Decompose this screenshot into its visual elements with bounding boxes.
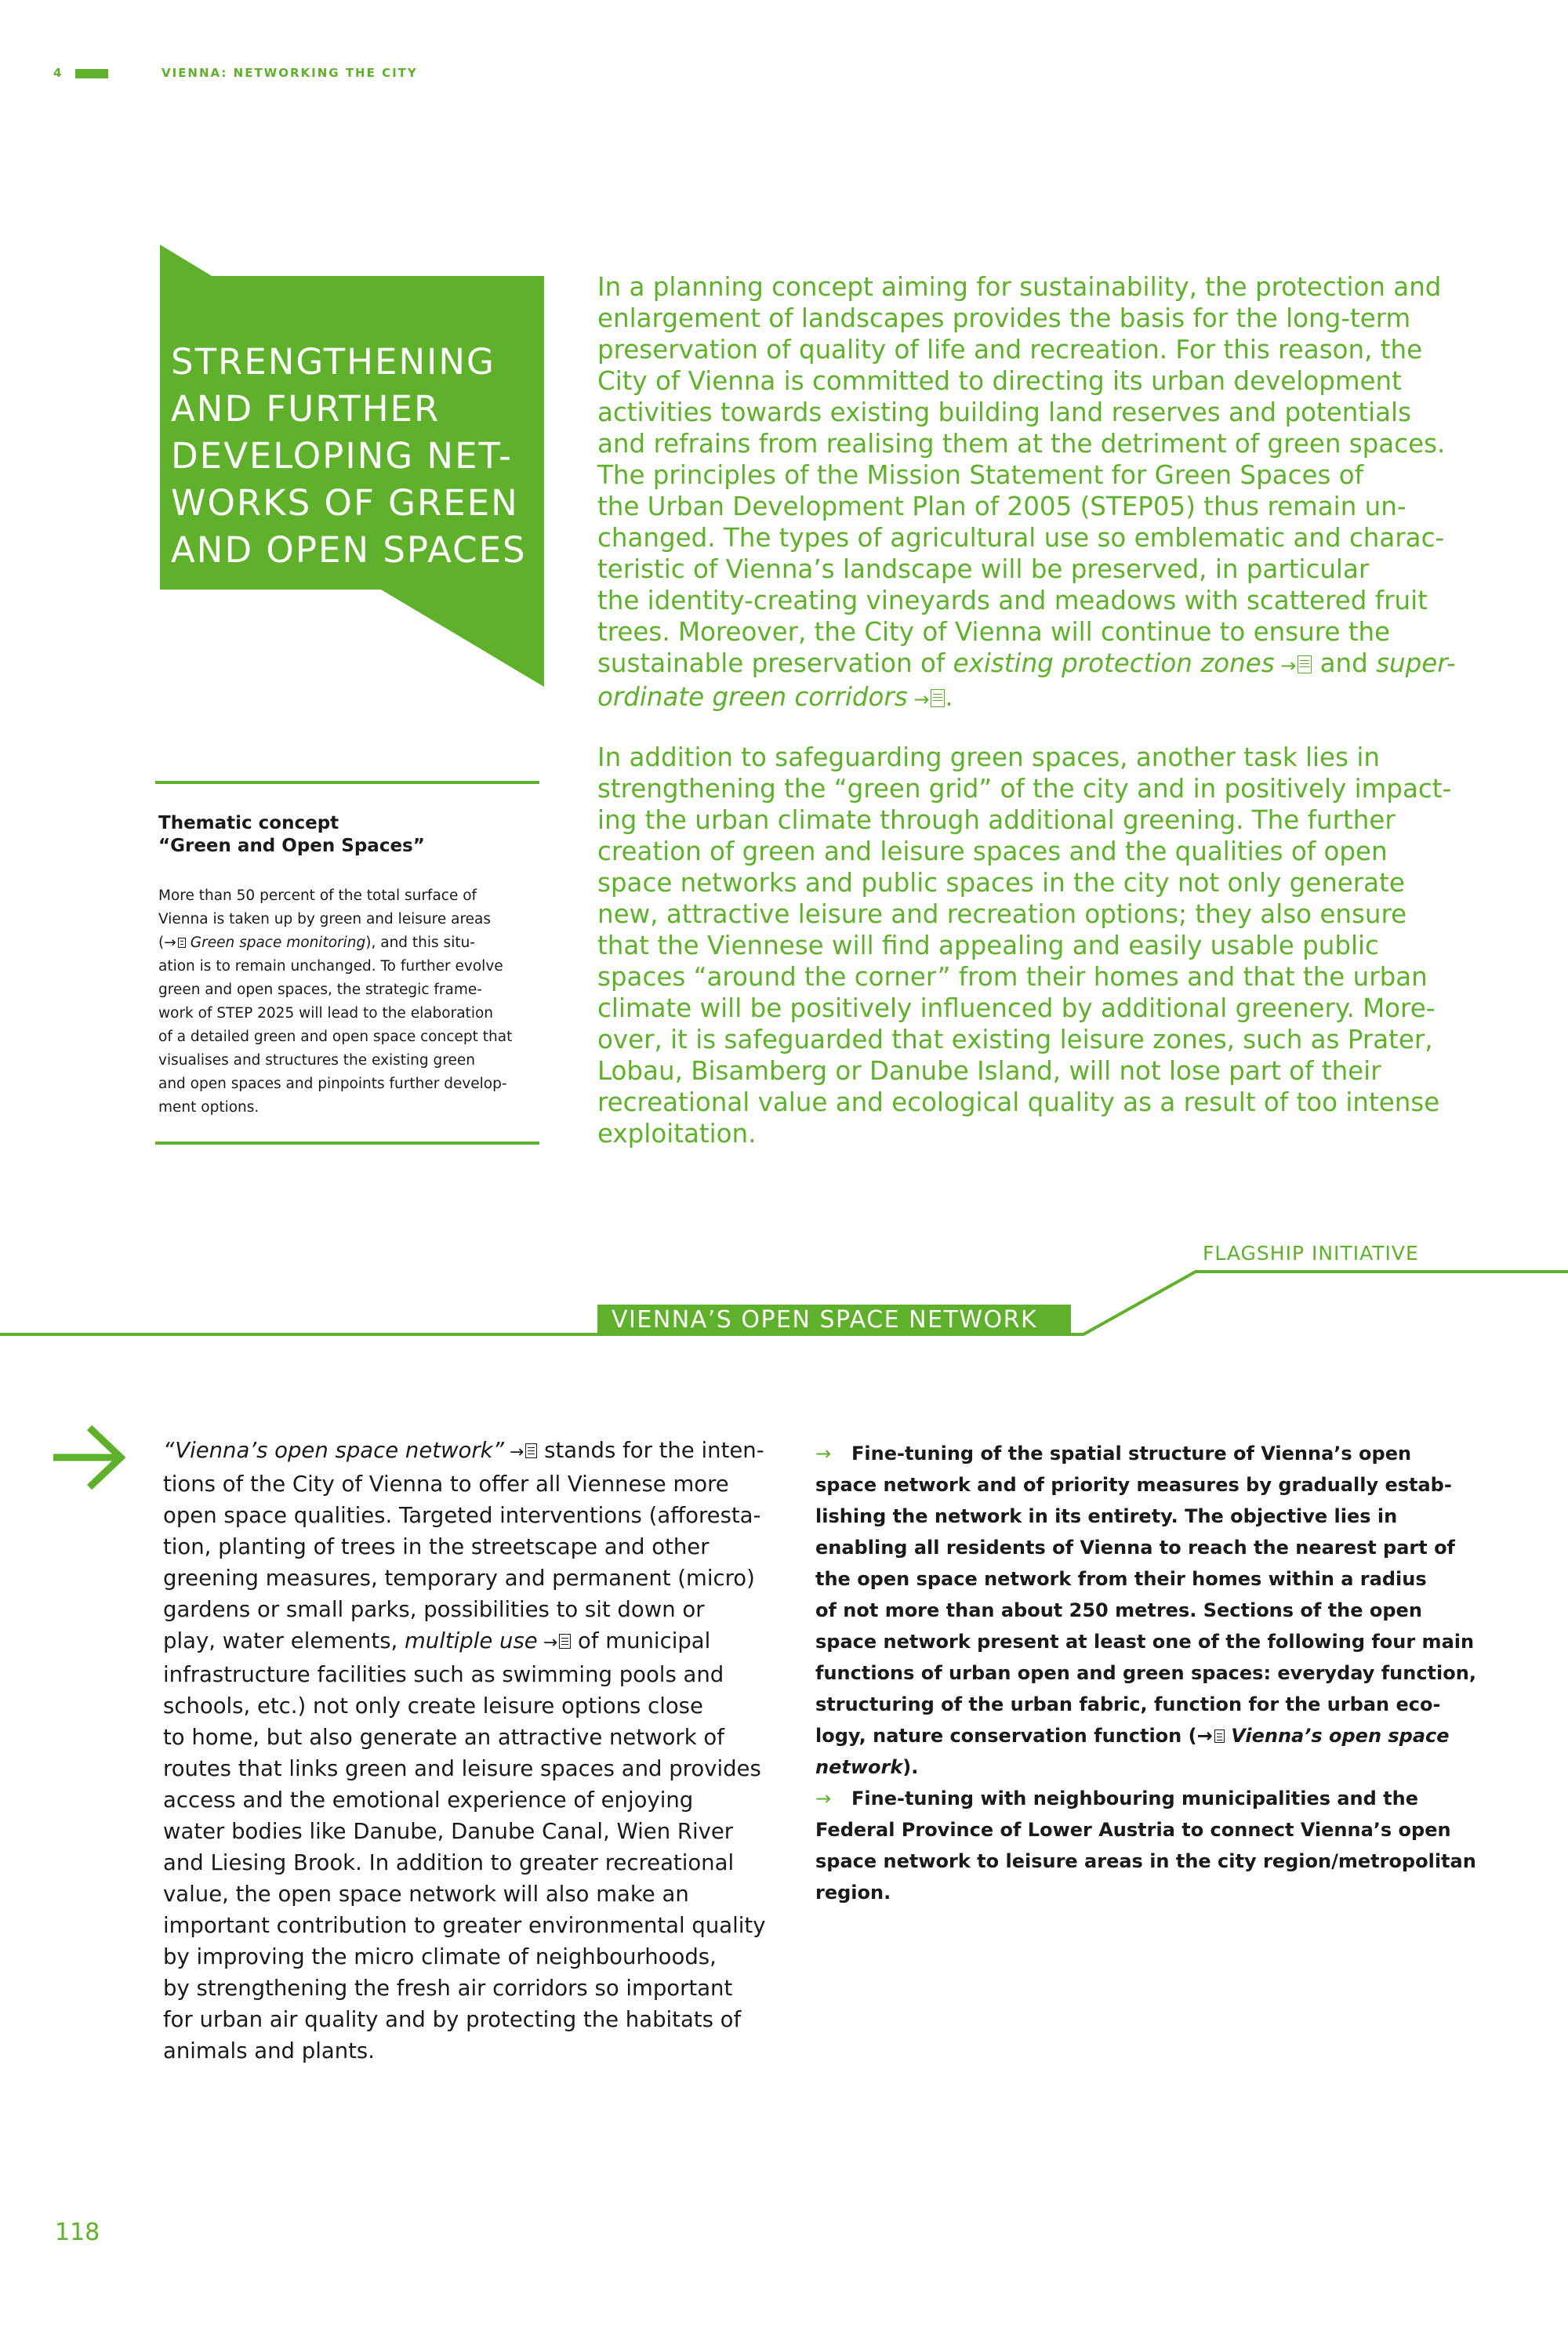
intro-paragraph-2 <box>597 742 1452 1149</box>
section-title-line: AND OPEN SPACES <box>171 529 527 571</box>
text-line: “Green and Open Spaces” <box>158 836 425 856</box>
text-segment: Fine-tuning with neighbouring municipalities and the <box>851 1788 1418 1809</box>
intro-paragraph-1 <box>597 271 1456 715</box>
text-line: that the Viennese will find appealing and easily usable public <box>597 931 1379 960</box>
list-reference-icon <box>525 1443 537 1458</box>
text-line: greening measures, temporary and permanent (micro) <box>163 1566 755 1591</box>
thematic-concept-title <box>158 812 425 858</box>
text-segment: and <box>1312 648 1377 678</box>
text-segment: of municipal <box>571 1628 711 1653</box>
reference-link-open-space-network-2[interactable]: Vienna’s open space <box>1231 1725 1450 1747</box>
text-line: exploitation. <box>597 1119 757 1149</box>
text-line: spaces “around the corner” from their homes and that the urban <box>597 962 1428 992</box>
text-line: access and the emotional experience of enjoying <box>163 1788 694 1813</box>
sidebar-rule-top <box>155 781 539 784</box>
text-line: the Urban Development Plan of 2005 (STEP05) thus remain un- <box>597 492 1406 521</box>
reference-arrow-icon: → <box>907 688 930 710</box>
text-line <box>158 931 512 955</box>
flagship-description <box>163 1435 765 2067</box>
text-line: trees. Moreover, the City of Vienna will continue to ensure the <box>597 617 1391 647</box>
reference-arrow-icon: → <box>537 1633 558 1653</box>
text-line: lishing the network in its entirety. The objective lies in <box>815 1505 1398 1527</box>
text-line: schools, etc.) not only create leisure options close <box>163 1693 703 1719</box>
text-line: for urban air quality and by protecting the habitats of <box>163 2007 742 2032</box>
text-line: City of Vienna is committed to directing its urban development <box>597 366 1402 396</box>
list-reference-icon <box>1214 1730 1225 1743</box>
text-line: value, the open space network will also make an <box>163 1882 689 1907</box>
text-segment: sustainable preservation of <box>597 648 953 678</box>
text-segment: logy, nature conservation function (→ <box>815 1725 1213 1747</box>
text-line: infrastructure facilities such as swimming pools and <box>163 1662 724 1687</box>
sidebar-rule-bottom <box>155 1142 539 1145</box>
text-line: The principles of the Mission Statement for Green Spaces of <box>597 460 1364 490</box>
text-line: routes that links green and leisure spaces and provides <box>163 1756 761 1781</box>
text-line: creation of green and leisure spaces and the qualities of open <box>597 837 1388 866</box>
flagship-title: VIENNA’S OPEN SPACE NETWORK <box>612 1306 1038 1334</box>
text-line: of not more than about 250 metres. Sections of the open <box>815 1599 1422 1621</box>
text-line: Thematic concept <box>158 813 339 833</box>
text-line: structuring of the urban fabric, function for the urban eco- <box>815 1693 1441 1715</box>
text-line: Lobau, Bisamberg or Danube Island, will not lose part of their <box>597 1056 1381 1086</box>
section-title-line: AND FURTHER <box>171 388 441 430</box>
flagship-measures-list <box>815 1438 1476 1908</box>
text-line: gardens or small parks, possibilities to sit down or <box>163 1597 705 1622</box>
text-line: strengthening the “green grid” of the city and in positively impact- <box>597 774 1452 804</box>
text-line: important contribution to greater environmental quality <box>163 1913 766 1938</box>
list-reference-icon <box>1298 655 1312 673</box>
list-reference-icon <box>178 938 186 948</box>
text-line: In addition to safeguarding green spaces, another task lies in <box>597 742 1380 772</box>
text-line: region. <box>815 1882 891 1904</box>
text-line: changed. The types of agricultural use so emblematic and charac- <box>597 523 1445 553</box>
reference-link-open-space-network[interactable]: “Vienna’s open space network” <box>163 1438 504 1463</box>
text-line: recreational value and ecological quality as a result of too intense <box>597 1087 1440 1117</box>
text-line <box>815 1720 1476 1751</box>
text-line: the identity-creating vineyards and meadows with scattered fruit <box>597 586 1428 615</box>
text-line: the open space network from their homes within a radius <box>815 1568 1427 1590</box>
text-segment: (→ <box>158 935 176 951</box>
chapter-marker-bar <box>75 69 108 78</box>
text-line: open space qualities. Targeted interventions (afforesta- <box>163 1503 761 1528</box>
reference-link-open-space-network-2-cont[interactable]: network <box>815 1756 903 1778</box>
bullet-arrow-icon: → <box>815 1788 832 1809</box>
section-title <box>171 339 539 574</box>
thematic-concept-text <box>158 884 512 1120</box>
text-line: of a detailed green and open space concept that <box>158 1029 513 1045</box>
text-line <box>597 648 1456 681</box>
text-line: to home, but also generate an attractive network of <box>163 1725 724 1750</box>
text-line: by strengthening the fresh air corridors so important <box>163 1976 733 2001</box>
page-number: 118 <box>55 2219 100 2246</box>
text-line: space network to leisure areas in the city region/metropolitan <box>815 1850 1476 1872</box>
big-arrow-icon <box>50 1423 129 1494</box>
text-line: by improving the micro climate of neighbourhoods, <box>163 1944 717 1969</box>
text-line: activities towards existing building land reserves and potentials <box>597 397 1412 427</box>
text-line: ation is to remain unchanged. To further evolve <box>158 958 503 975</box>
text-line: water bodies like Danube, Danube Canal, Wien River <box>163 1819 734 1844</box>
text-line: Vienna is taken up by green and leisure areas <box>158 911 492 927</box>
text-line: functions of urban open and green spaces: everyday function, <box>815 1662 1476 1684</box>
text-line: climate will be positively influenced by additional greenery. More- <box>597 993 1436 1023</box>
text-line: space networks and public spaces in the city not only generate <box>597 868 1405 898</box>
list-reference-icon <box>559 1634 571 1649</box>
text-line: space network present at least one of the following four main <box>815 1631 1475 1653</box>
bullet-arrow-icon: → <box>815 1443 832 1465</box>
chapter-title: VIENNA: NETWORKING THE CITY <box>162 66 418 80</box>
reference-link-green-space-monitoring[interactable]: Green space monitoring <box>190 935 366 951</box>
text-line: and open spaces and pinpoints further develop- <box>158 1076 507 1092</box>
text-line <box>163 1625 765 1659</box>
text-line: ing the urban climate through additional greening. The further <box>597 805 1396 835</box>
text-line: preservation of quality of life and recreation. For this reason, the <box>597 335 1423 365</box>
text-line: and Liesing Brook. In addition to greater recreational <box>163 1850 735 1875</box>
flagship-label: FLAGSHIP INITIATIVE <box>1203 1242 1419 1265</box>
chapter-number: 4 <box>53 66 62 80</box>
reference-arrow-icon: → <box>1274 655 1297 677</box>
text-segment: ), and this situ- <box>365 935 475 951</box>
list-item <box>815 1438 1476 1469</box>
section-title-line: DEVELOPING NET- <box>171 435 514 477</box>
reference-link-multiple-use[interactable]: multiple use <box>405 1628 538 1653</box>
text-line <box>815 1751 1476 1783</box>
text-line: work of STEP 2025 will lead to the elaboration <box>158 1005 493 1022</box>
list-item <box>815 1783 1476 1814</box>
text-line: animals and plants. <box>163 2038 375 2063</box>
reference-link-green-corridors-cont[interactable]: ordinate green corridors <box>597 682 908 712</box>
text-line: space network and of priority measures by gradually estab- <box>815 1474 1452 1496</box>
text-line: teristic of Vienna’s landscape will be preserved, in particular <box>597 554 1370 584</box>
text-segment: play, water elements, <box>163 1628 405 1653</box>
text-line: Federal Province of Lower Austria to connect Vienna’s open <box>815 1819 1451 1841</box>
text-line: enabling all residents of Vienna to reach the nearest part of <box>815 1537 1455 1559</box>
text-line <box>163 1435 765 1468</box>
text-line: visualises and structures the existing green <box>158 1052 475 1069</box>
list-reference-icon <box>931 689 945 707</box>
section-title-line: STRENGTHENING <box>171 341 495 383</box>
text-line: More than 50 percent of the total surface of <box>158 887 477 904</box>
text-segment: . <box>945 682 953 712</box>
text-line: tions of the City of Vienna to offer all Viennese more <box>163 1472 729 1497</box>
text-line: tion, planting of trees in the streetscape and other <box>163 1534 710 1559</box>
text-line: and refrains from realising them at the detriment of green spaces. <box>597 429 1446 459</box>
text-line: over, it is safeguarded that existing leisure zones, such as Prater, <box>597 1025 1433 1054</box>
text-line: new, attractive leisure and recreation options; they also ensure <box>597 899 1407 929</box>
reference-link-green-corridors[interactable]: super- <box>1376 648 1456 678</box>
text-line: ment options. <box>158 1099 260 1116</box>
text-line: green and open spaces, the strategic frame- <box>158 982 482 998</box>
text-line <box>597 681 1428 715</box>
text-segment: Fine-tuning of the spatial structure of Vienna’s open <box>851 1443 1412 1465</box>
section-title-line: WORKS OF GREEN <box>171 482 519 524</box>
text-line: enlargement of landscapes provides the basis for the long-term <box>597 303 1411 333</box>
text-line: In a planning concept aiming for sustainability, the protection and <box>597 272 1442 302</box>
reference-arrow-icon: → <box>503 1443 524 1462</box>
text-segment: ). <box>902 1756 919 1778</box>
text-segment: stands for the inten- <box>537 1438 764 1463</box>
reference-link-protection-zones[interactable]: existing protection zones <box>953 648 1275 678</box>
